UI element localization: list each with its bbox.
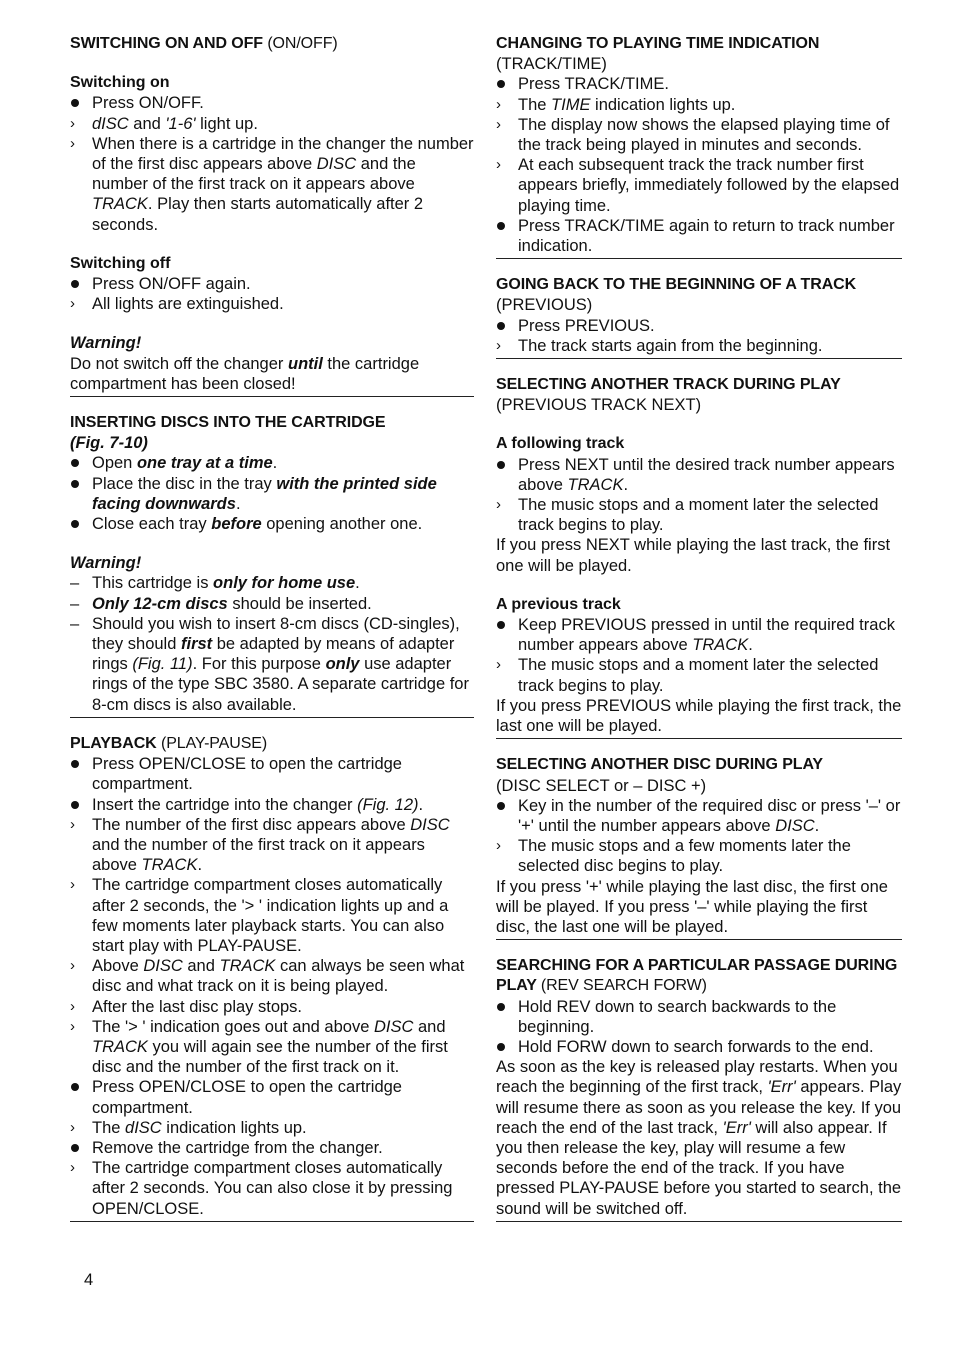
result-item: › The track starts again from the beginning. bbox=[496, 336, 823, 355]
chevron-right-icon: › bbox=[70, 1159, 75, 1177]
note-text: If you press PREVIOUS while playing the first track, the last one will be played. bbox=[496, 696, 902, 736]
result-item: › At each subsequent track the track number first appears briefly, immediately followed by the elapsed playing time. bbox=[496, 156, 900, 215]
note-text: As soon as the key is released play restarts. When you reach the beginning of the first track, 'Err' appears. Play will resume there as soon as you release the key. If you reach the end of the last track, 'Err' will also appear. If you then release the key, play will resume a few seconds before the end of the track. If you have pressed PLAY-PAUSE before you started to search, the sound will be switched off. bbox=[496, 1058, 902, 1218]
dash-icon: – bbox=[70, 594, 80, 613]
dash-icon: – bbox=[70, 614, 80, 633]
chevron-right-icon: › bbox=[70, 295, 75, 313]
dash-item: – Should you wish to insert 8-cm discs (CD-singles), they should first be adapted by means of adapter rings (Fig. 11). For this purpose only use adapter rings of the type SBC 3580. A separate cartridge for 8-cm discs is also available. bbox=[70, 614, 469, 714]
section-search bbox=[496, 956, 902, 1222]
chevron-right-icon: › bbox=[496, 156, 501, 174]
note-text: If you press '+' while playing the last disc, the first one will be played. If you press '–' while playing the first disc, the last one will be played. bbox=[496, 877, 888, 936]
section-title: SEARCHING FOR A PARTICULAR PASSAGE DURING PLAY (REV SEARCH FORW) bbox=[496, 957, 898, 995]
section-title: SELECTING ANOTHER TRACK DURING PLAY bbox=[496, 376, 841, 394]
section-subtitle: (DISC SELECT or – DISC +) bbox=[496, 776, 707, 795]
bullet-icon bbox=[496, 216, 514, 236]
dash-icon: – bbox=[70, 574, 80, 593]
chevron-right-icon: › bbox=[496, 336, 501, 354]
bullet-icon bbox=[70, 474, 88, 494]
bullet-item: Press ON/OFF again. bbox=[70, 274, 474, 294]
bullet-item: Close each tray before opening another one. bbox=[70, 514, 474, 534]
section-previous bbox=[496, 275, 902, 359]
note-text: If you press NEXT while playing the last track, the first one will be played. bbox=[496, 536, 891, 575]
chevron-right-icon: › bbox=[70, 1017, 75, 1035]
result-item: › The music stops and a moment later the selected track begins to play. bbox=[496, 496, 879, 535]
bullet-icon bbox=[70, 514, 88, 534]
chevron-right-icon: › bbox=[496, 115, 501, 133]
section-select-disc bbox=[496, 755, 902, 940]
bullet-item: Key in the number of the required disc or press '–' or '+' until the number appears above DISC. bbox=[496, 796, 902, 836]
bullet-item: Press NEXT until the desired track number appears above TRACK. bbox=[496, 455, 902, 495]
section-title: SELECTING ANOTHER DISC DURING PLAY bbox=[496, 756, 823, 774]
bullet-item: Place the disc in the tray with the printed side facing downwards. bbox=[70, 474, 474, 514]
chevron-right-icon: › bbox=[496, 837, 501, 855]
result-item: › The number of the first disc appears above DISC and the number of the first track on it appears above TRACK. bbox=[70, 815, 450, 875]
bullet-item: Open one tray at a time. bbox=[70, 453, 474, 473]
bullet-icon bbox=[496, 316, 514, 336]
bullet-icon bbox=[70, 274, 88, 294]
warning-text: Do not switch off the changer until the cartridge compartment has been closed! bbox=[70, 354, 420, 393]
chevron-right-icon: › bbox=[70, 876, 75, 894]
result-item: › dISC and '1-6' light up. bbox=[70, 114, 258, 133]
bullet-icon bbox=[70, 1138, 88, 1158]
bullet-item: Remove the cartridge from the changer. bbox=[70, 1138, 474, 1158]
bullet-item: Press OPEN/CLOSE to open the cartridge compartment. bbox=[70, 754, 474, 794]
subheading-switching-off: Switching off bbox=[70, 254, 171, 272]
section-subtitle: (PREVIOUS) bbox=[496, 296, 593, 315]
left-column bbox=[70, 34, 474, 1238]
bullet-icon bbox=[70, 93, 88, 113]
section-title: SWITCHING ON AND OFF (ON/OFF) bbox=[70, 35, 338, 52]
chevron-right-icon: › bbox=[70, 815, 75, 833]
result-item: › Above DISC and TRACK can always be seen what disc and what track on it is being played. bbox=[70, 957, 465, 996]
bullet-item: Press PREVIOUS. bbox=[496, 316, 902, 336]
section-title: INSERTING DISCS INTO THE CARTRIDGE bbox=[70, 414, 386, 432]
chevron-right-icon: › bbox=[70, 134, 75, 152]
subheading-switching-on: Switching on bbox=[70, 74, 170, 92]
figure-reference: (Fig. 7-10) bbox=[70, 434, 148, 453]
warning-heading: Warning! bbox=[70, 334, 142, 353]
section-playing-time bbox=[496, 34, 902, 259]
bullet-item: Hold FORW down to search forwards to the end. bbox=[496, 1037, 902, 1057]
bullet-item: Press ON/OFF. bbox=[70, 93, 474, 113]
section-title: GOING BACK TO THE BEGINNING OF A TRACK bbox=[496, 276, 857, 294]
result-item: › The cartridge compartment closes automatically after 2 seconds. You can also close it by pressing OPEN/CLOSE. bbox=[70, 1159, 453, 1218]
section-switching-on-off bbox=[70, 34, 474, 397]
bullet-icon bbox=[70, 795, 88, 815]
bullet-item: Press TRACK/TIME again to return to track number indication. bbox=[496, 216, 902, 256]
result-item: › The dISC indication lights up. bbox=[70, 1118, 307, 1137]
section-title: PLAYBACK (PLAY-PAUSE) bbox=[70, 734, 268, 752]
result-item: › After the last disc play stops. bbox=[70, 997, 303, 1016]
result-item: › When there is a cartridge in the changer the number of the first disc appears above DISC and the number of the first track on it appears above TRACK. Play then starts automatically after 2 seconds. bbox=[70, 134, 474, 234]
result-item: › The music stops and a moment later the selected track begins to play. bbox=[496, 656, 879, 695]
bullet-icon bbox=[496, 997, 514, 1017]
bullet-icon bbox=[70, 754, 88, 774]
section-select-track bbox=[496, 375, 902, 739]
chevron-right-icon: › bbox=[70, 997, 75, 1015]
chevron-right-icon: › bbox=[496, 656, 501, 674]
dash-item: – Only 12-cm discs should be inserted. bbox=[70, 594, 372, 613]
dash-item: – This cartridge is only for home use. bbox=[70, 574, 360, 593]
result-item: › All lights are extinguished. bbox=[70, 295, 284, 314]
bullet-icon bbox=[496, 455, 514, 475]
chevron-right-icon: › bbox=[496, 496, 501, 514]
section-playback bbox=[70, 734, 474, 1222]
bullet-item: Press TRACK/TIME. bbox=[496, 74, 902, 94]
bullet-item: Press OPEN/CLOSE to open the cartridge compartment. bbox=[70, 1077, 474, 1117]
subheading-previous-track: A previous track bbox=[496, 595, 621, 613]
bullet-icon bbox=[496, 796, 514, 816]
result-item: › The '> ' indication goes out and above DISC and TRACK you will again see the number of the first disc and the number of the first track on it. bbox=[70, 1017, 448, 1077]
subheading-following-track: A following track bbox=[496, 435, 625, 453]
warning-heading: Warning! bbox=[70, 554, 142, 573]
chevron-right-icon: › bbox=[70, 957, 75, 975]
section-subtitle: (TRACK/TIME) bbox=[496, 55, 607, 74]
result-item: › The TIME indication lights up. bbox=[496, 95, 736, 114]
right-column bbox=[496, 34, 902, 1238]
bullet-item: Insert the cartridge into the changer (Fig. 12). bbox=[70, 795, 474, 815]
bullet-icon bbox=[70, 453, 88, 473]
section-title: CHANGING TO PLAYING TIME INDICATION bbox=[496, 35, 820, 52]
chevron-right-icon: › bbox=[496, 95, 501, 113]
bullet-icon bbox=[496, 615, 514, 635]
chevron-right-icon: › bbox=[70, 114, 75, 132]
bullet-item: Keep PREVIOUS pressed in until the required track number appears above TRACK. bbox=[496, 615, 902, 655]
result-item: › The display now shows the elapsed playing time of the track being played in minutes and seconds. bbox=[496, 115, 890, 155]
result-item: › The cartridge compartment closes automatically after 2 seconds, the '> ' indication lights up and a few moments later playback starts. You can also start play with PLAY-PAUSE. bbox=[70, 876, 449, 955]
page-number: 4 bbox=[84, 1271, 94, 1289]
bullet-icon bbox=[496, 74, 514, 94]
result-item: › The music stops and a few moments later the selected disc begins to play. bbox=[496, 837, 851, 876]
section-subtitle: (PREVIOUS TRACK NEXT) bbox=[496, 396, 702, 415]
bullet-item: Hold REV down to search backwards to the beginning. bbox=[496, 997, 902, 1037]
bullet-icon bbox=[70, 1077, 88, 1097]
bullet-icon bbox=[496, 1037, 514, 1057]
chevron-right-icon: › bbox=[70, 1118, 75, 1136]
section-inserting-discs bbox=[70, 413, 474, 718]
